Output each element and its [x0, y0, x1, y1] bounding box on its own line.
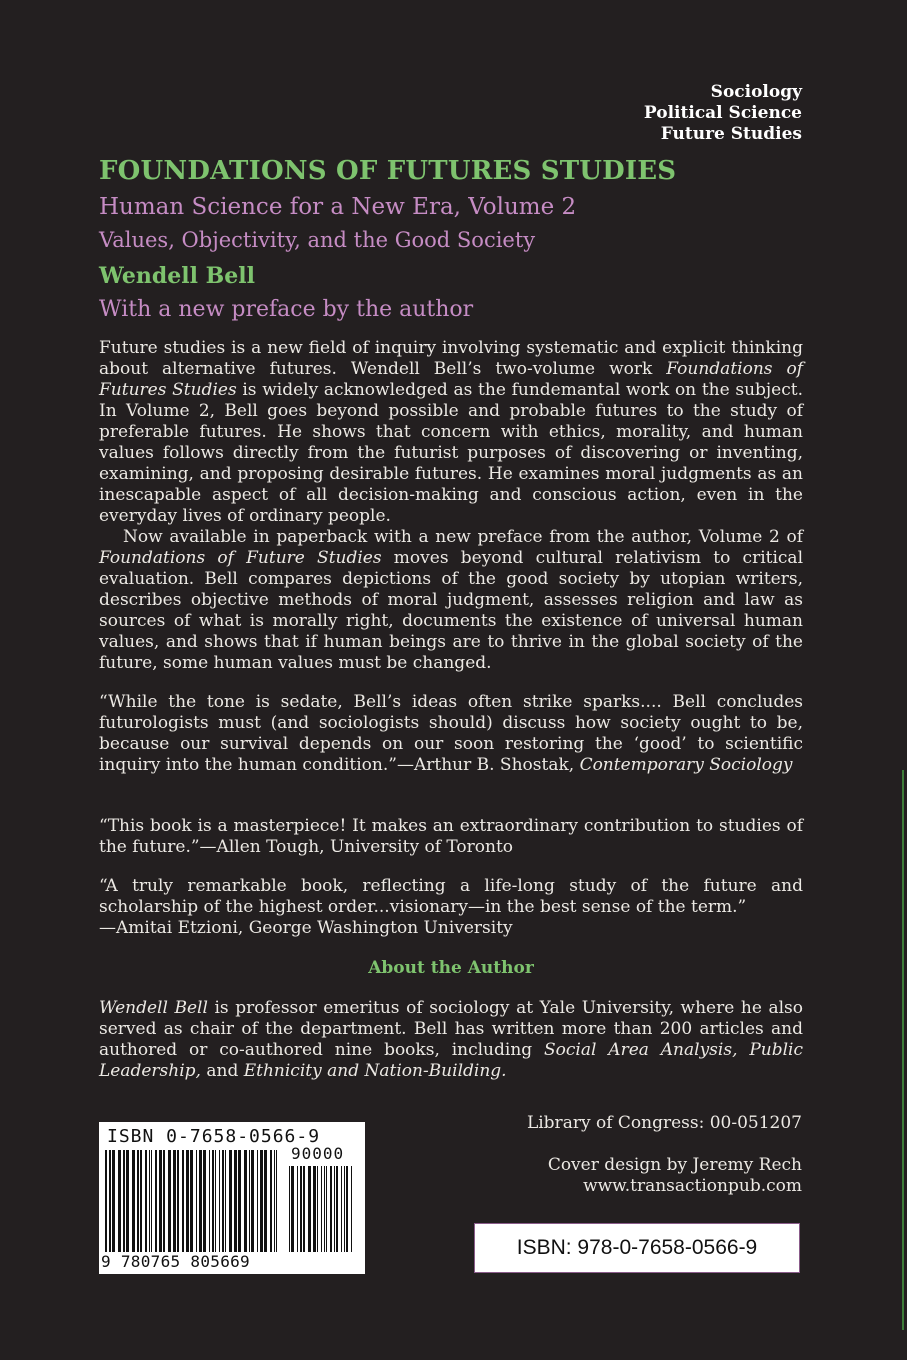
barcode-bar [276, 1150, 277, 1252]
barcode-bar [260, 1150, 263, 1252]
barcode-bar [155, 1150, 157, 1252]
book-subtitle: Human Science for a New Era, Volume 2 [99, 194, 577, 220]
barcode-bar [112, 1150, 115, 1252]
barcode-bar [126, 1150, 129, 1252]
barcode-bar [234, 1150, 237, 1252]
barcode-bar [264, 1150, 267, 1252]
barcode-bar [145, 1150, 147, 1252]
barcode-bar [137, 1150, 139, 1252]
barcode-bar [291, 1166, 294, 1252]
barcode-isbn-text: ISBN 0-7658-0566-9 [107, 1126, 321, 1147]
barcode-bar [215, 1150, 216, 1252]
barcode-bar [351, 1166, 352, 1252]
barcode-bar [105, 1150, 107, 1252]
barcode-bar [173, 1150, 176, 1252]
barcode-bar [330, 1166, 332, 1252]
barcode-bar [186, 1150, 189, 1252]
barcode-bars-main [105, 1150, 281, 1252]
barcode-bar [203, 1150, 206, 1252]
barcode-bar [317, 1166, 318, 1252]
review-quote-tough: “This book is a masterpiece! It makes an extraordinary contribution to studies of the future.”—Allen Tough, University of Toronto [99, 816, 803, 857]
book-title: FOUNDATIONS OF FUTURES STUDIES [99, 156, 677, 186]
barcode-bar [344, 1166, 345, 1252]
barcode-bar [118, 1150, 121, 1252]
barcode-bar [199, 1150, 202, 1252]
book-description [99, 338, 803, 674]
preface-note: With a new preface by the author [99, 297, 474, 322]
category-political-science: Political Science [643, 103, 802, 123]
barcode-bar [308, 1166, 311, 1252]
about-author-heading: About the Author [368, 958, 534, 978]
barcode-bar [151, 1150, 152, 1252]
edge-accent-line [902, 770, 904, 1330]
review-quote-shostak: “While the tone is sedate, Bell’s ideas often strike sparks.... Bell concludes futurologists must (and sociologists should) discuss how society ought to be, because our survival depends on our soon restoring the ‘good’ to scientific inquiry into the human condition.”—Arthur B. Shostak, Contemporary Sociology [99, 692, 803, 775]
publisher-website: www.transactionpub.com [583, 1176, 802, 1196]
barcode-bars-addon [289, 1166, 355, 1252]
barcode-bar [190, 1150, 193, 1252]
barcode-bar [249, 1150, 250, 1252]
barcode-bar [109, 1150, 111, 1252]
author-name: Wendell Bell [99, 263, 255, 289]
barcode-bar [289, 1166, 290, 1252]
barcode-bar [163, 1150, 165, 1252]
volume-subtitle: Values, Objectivity, and the Good Society [99, 228, 536, 252]
cover-credits [548, 1155, 802, 1197]
barcode-bar [140, 1150, 142, 1252]
cover-design-credit: Cover design by Jeremy Rech [547, 1155, 802, 1175]
barcode-bar [182, 1150, 184, 1252]
barcode-bar [222, 1150, 224, 1252]
review-quote-etzioni: “A truly remarkable book, reflecting a life-long study of the future and scholarship of the highest order...visionary—in the best sense of the term.” —Amitai Etzioni, George Washington University [99, 876, 803, 938]
barcode-bar [313, 1166, 316, 1252]
barcode-bar [149, 1150, 150, 1252]
isbn-label-box: ISBN: 978-0-7658-0566-9 [474, 1223, 800, 1273]
barcode-digits: 9 780765 805669 [101, 1252, 250, 1271]
barcode-bar [336, 1166, 338, 1252]
barcode-price-code: 90000 [291, 1144, 345, 1163]
barcode-bar [326, 1166, 327, 1252]
barcode-bar [321, 1166, 322, 1252]
barcode-bar [257, 1150, 258, 1252]
barcode-bar [219, 1150, 220, 1252]
barcode-bar [244, 1150, 247, 1252]
barcode [99, 1122, 365, 1274]
barcode-bar [168, 1150, 171, 1252]
barcode-bar [251, 1150, 254, 1252]
barcode-bar [270, 1150, 272, 1252]
barcode-bar [346, 1166, 348, 1252]
barcode-bar [159, 1150, 162, 1252]
barcode-bar [341, 1166, 342, 1252]
barcode-bar [334, 1166, 335, 1252]
barcode-bar [300, 1166, 302, 1252]
barcode-bar [212, 1150, 214, 1252]
barcode-bar [324, 1166, 325, 1252]
barcode-bar [123, 1150, 125, 1252]
barcode-bar [132, 1150, 135, 1252]
barcode-bar [274, 1150, 275, 1252]
barcode-bar [225, 1150, 226, 1252]
subject-categories [644, 82, 802, 145]
description-paragraph-2: Now available in paperback with a new preface from the author, Volume 2 of Foundations of Future Studies moves beyond cultural relativism to critical evaluation. Bell compares depictions of the good society by utopian writers, describes objective methods of moral judgment, assesses religion and law as sources of what is morally right, documents the existence of universal human values, and shows that if human beings are to thrive in the global society of the future, some human values must be changed. [99, 527, 804, 673]
description-paragraph-1: Future studies is a new field of inquiry involving systematic and explicit thinking about alternative futures. Wendell Bell’s two-volume work Foundations of Futures Studies is widely acknowledged as the fundemantal work on the subject. In Volume 2, Bell goes beyond possible and probable futures to the study of preferable futures. He shows that concern with ethics, morality, and human values follows directly from the futurist purposes of discovering or inventing, examining, and proposing desirable futures. He examines moral judgments as an inescapable aspect of all decision-making and conscious action, even in the everyday lives of ordinary people. [99, 338, 804, 526]
category-sociology: Sociology [710, 82, 802, 102]
about-author-text: Wendell Bell is professor emeritus of sociology at Yale University, where he also served as chair of the department. Bell has written more than 200 articles and authored or co-authored nine books, including Social Area Analysis, Public Leadership, and Ethnicity and Nation-Building. [99, 998, 803, 1081]
category-future-studies: Future Studies [660, 124, 802, 144]
library-of-congress: Library of Congress: 00-051207 [526, 1113, 802, 1133]
barcode-bar [196, 1150, 197, 1252]
barcode-bar [229, 1150, 232, 1252]
barcode-bar [238, 1150, 241, 1252]
barcode-bar [209, 1150, 210, 1252]
barcode-bar [177, 1150, 179, 1252]
barcode-bar [303, 1166, 305, 1252]
barcode-bar [297, 1166, 298, 1252]
